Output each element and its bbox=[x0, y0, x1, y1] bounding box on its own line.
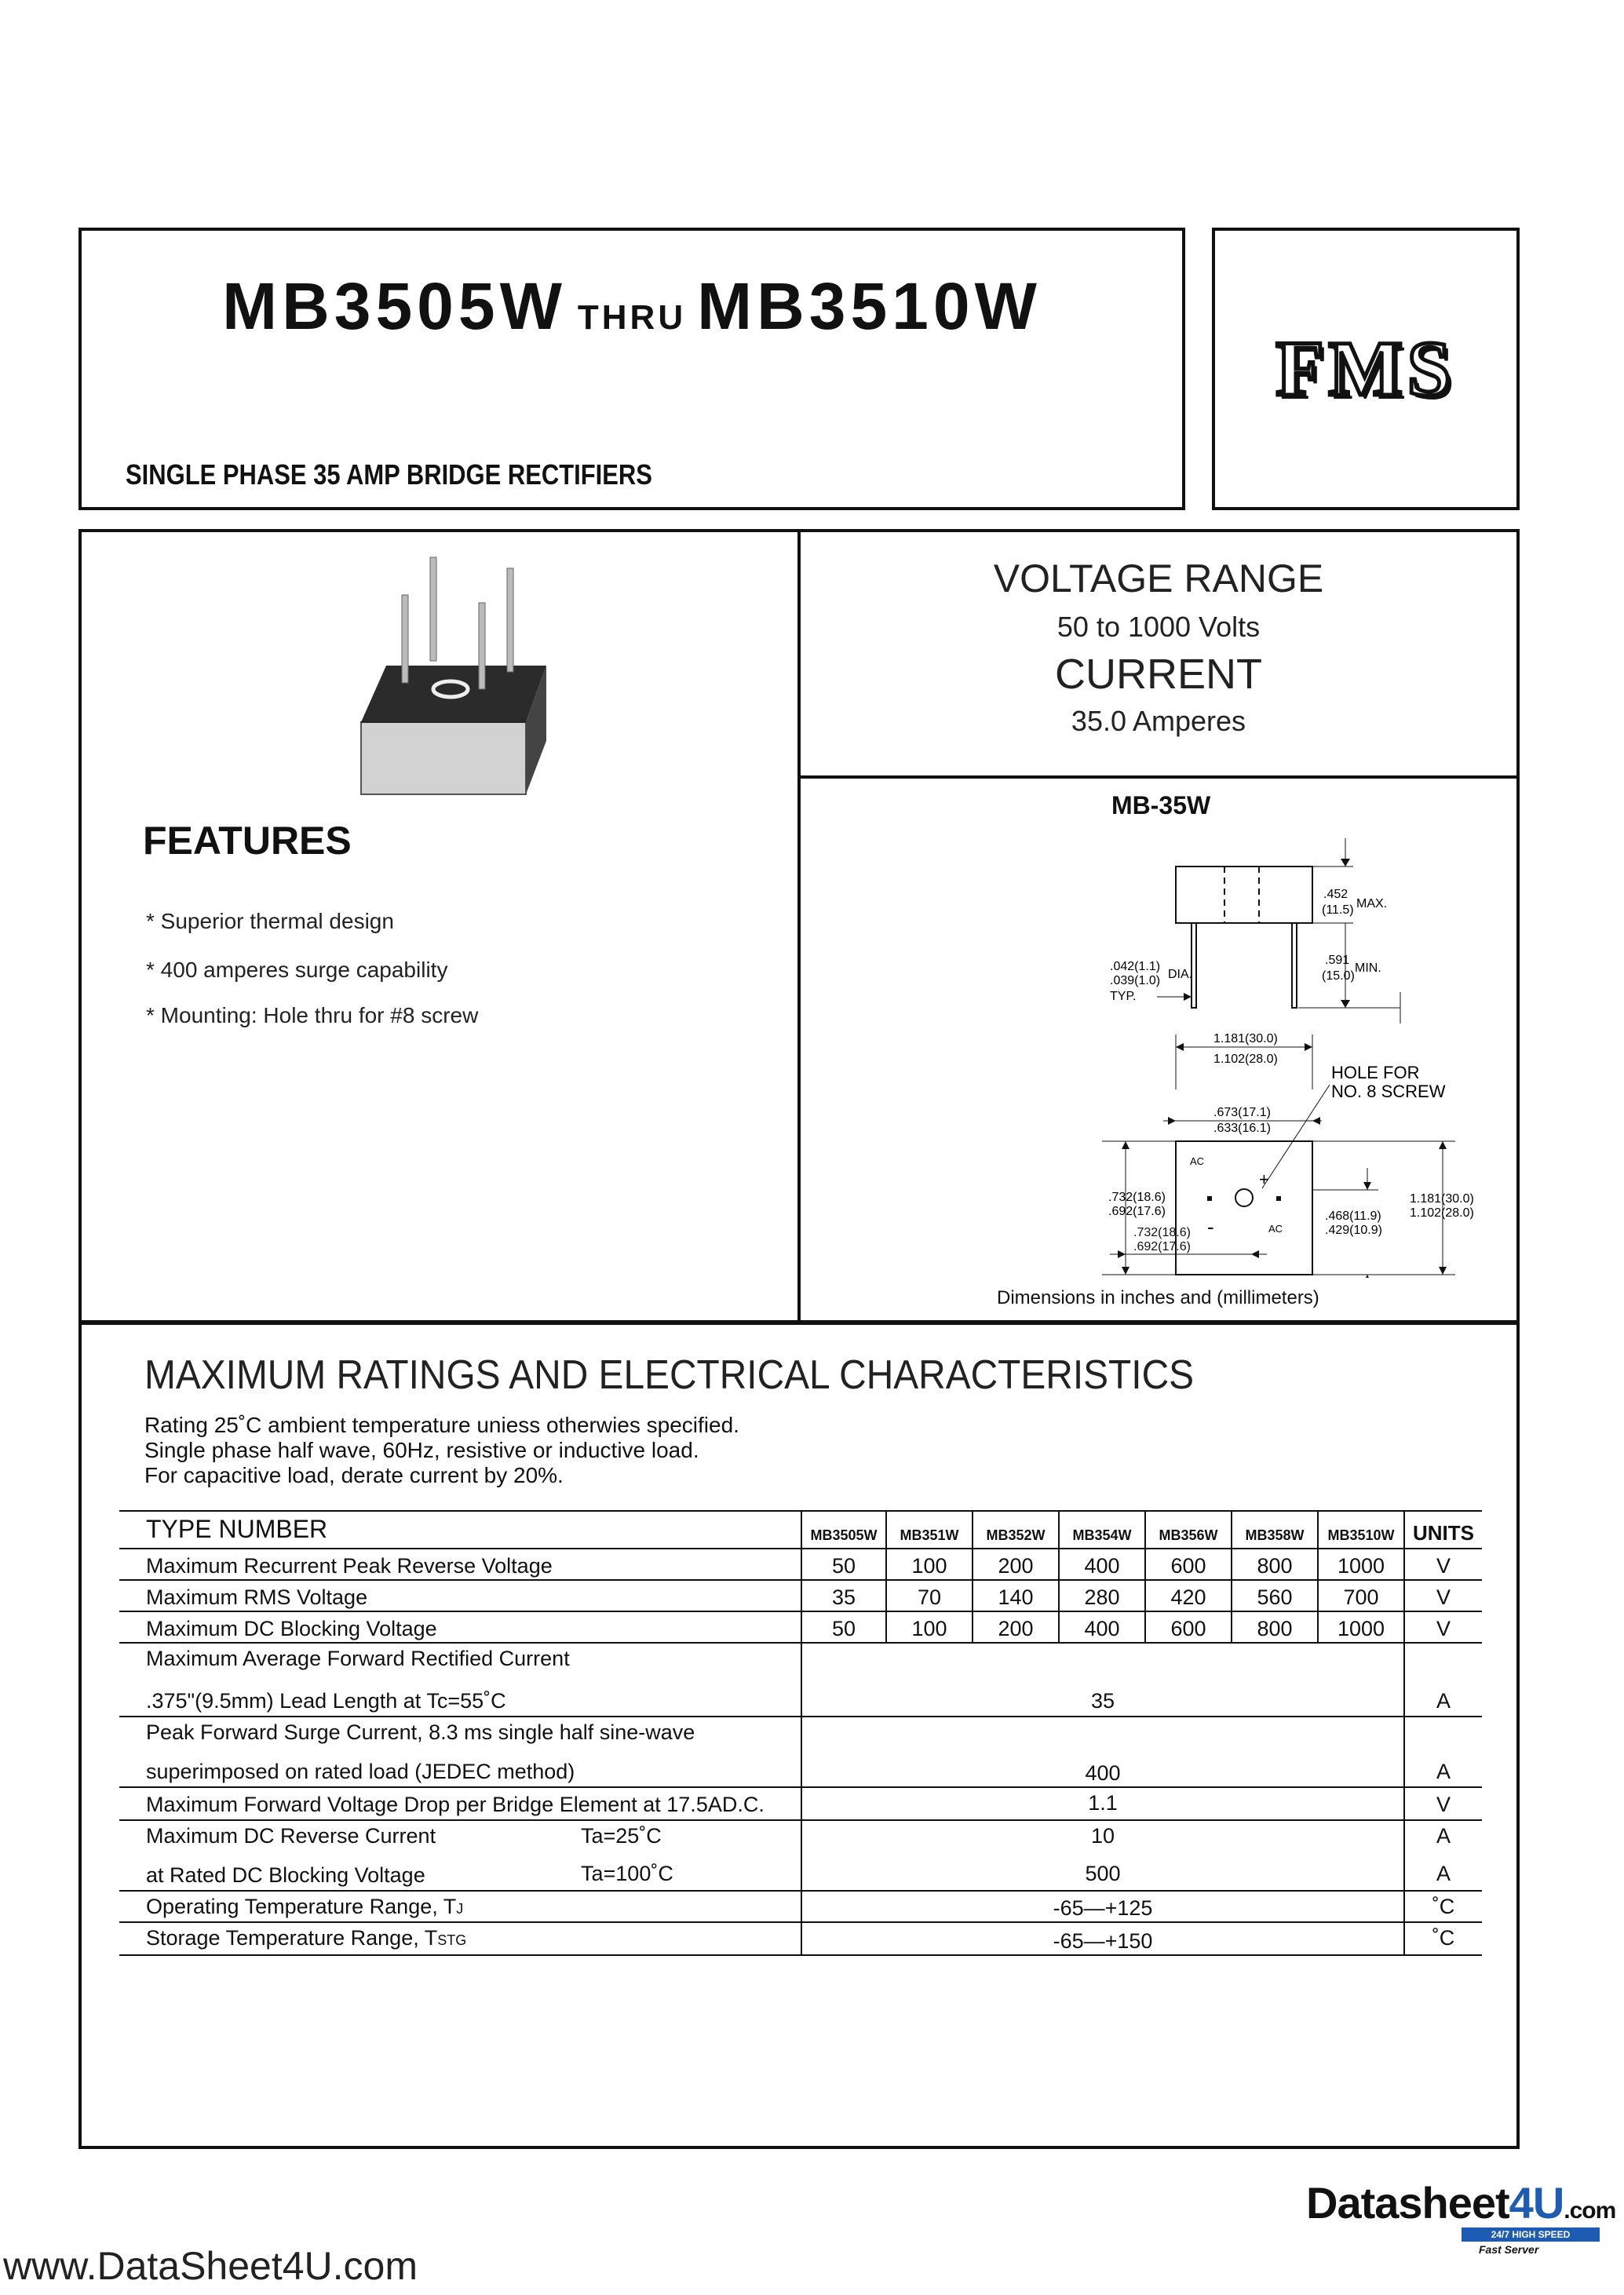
feature-item: * 400 amperes surge capability bbox=[146, 958, 448, 982]
cell-value: 200 bbox=[998, 1554, 1034, 1578]
type-number-label: TYPE NUMBER bbox=[146, 1515, 328, 1543]
cell-value: 280 bbox=[1084, 1585, 1120, 1609]
row-label-text: Operating Temperature Range, T bbox=[146, 1895, 457, 1918]
dim-text: .039(1.0) bbox=[1110, 974, 1161, 987]
units-header: UNITS bbox=[1413, 1521, 1474, 1545]
divider bbox=[797, 775, 1516, 779]
cell-value: -65—+125 bbox=[1053, 1896, 1153, 1920]
row-label: Maximum Recurrent Peak Reverse Voltage bbox=[146, 1554, 553, 1578]
dim-text: .633(16.1) bbox=[1213, 1122, 1271, 1135]
column-header: MB352W bbox=[986, 1527, 1046, 1543]
dim-text: + bbox=[1259, 1169, 1269, 1189]
row-label-text: Storage Temperature Range, T bbox=[146, 1926, 438, 1950]
row-label: Maximum DC Blocking Voltage bbox=[146, 1617, 437, 1640]
ratings-box bbox=[78, 1322, 1520, 2149]
row-label: .375"(9.5mm) Lead Length at Tc=55˚C bbox=[146, 1689, 506, 1713]
overview-box bbox=[78, 529, 1520, 1323]
cell-value: 500 bbox=[1085, 1862, 1121, 1885]
part-to: MB3510W bbox=[697, 269, 1042, 343]
row-condition: Ta=25˚C bbox=[581, 1824, 662, 1848]
dim-text: 1.181(30.0) bbox=[1410, 1192, 1474, 1206]
row-label: at Rated DC Blocking Voltage bbox=[146, 1863, 425, 1887]
dim-text: .732(18.6) bbox=[1108, 1191, 1166, 1204]
row-label: Maximum DC Reverse Current bbox=[146, 1824, 436, 1848]
dim-text: .692(17.6) bbox=[1108, 1205, 1166, 1218]
ratings-heading: MAXIMUM RATINGS AND ELECTRICAL CHARACTERISTICS bbox=[144, 1352, 1195, 1398]
rating-note: Single phase half wave, 60Hz, resistive or inductive load. bbox=[144, 1438, 699, 1462]
cell-value: 400 bbox=[1084, 1617, 1120, 1640]
cell-value: 800 bbox=[1257, 1617, 1293, 1640]
feature-item: * Mounting: Hole thru for #8 screw bbox=[146, 1003, 479, 1027]
dim-text: .042(1.1) bbox=[1110, 960, 1161, 973]
dim-arrows bbox=[1110, 1246, 1267, 1270]
dim-text: .732(18.6) bbox=[1133, 1226, 1191, 1239]
dim-text: .591 bbox=[1325, 954, 1350, 967]
column-header: MB354W bbox=[1072, 1527, 1132, 1543]
dim-text: (11.5) bbox=[1322, 903, 1354, 917]
dim-text: MAX. bbox=[1356, 897, 1388, 910]
column-header: MB358W bbox=[1245, 1527, 1305, 1543]
cell-unit: A bbox=[1436, 1760, 1451, 1783]
logo-part: .com bbox=[1564, 2198, 1616, 2224]
dim-text: HOLE FOR bbox=[1331, 1063, 1420, 1082]
cell-value: 35 bbox=[831, 1585, 856, 1609]
current-title: CURRENT bbox=[1055, 651, 1262, 698]
cell-unit: A bbox=[1436, 1862, 1451, 1885]
rating-note: Rating 25˚C ambient temperature uniess otherwies specified. bbox=[144, 1413, 739, 1437]
cell-value: 600 bbox=[1170, 1554, 1206, 1578]
cell-value: 560 bbox=[1257, 1585, 1293, 1609]
cell-value: 200 bbox=[998, 1617, 1034, 1640]
dim-text: 1.102(28.0) bbox=[1410, 1206, 1474, 1220]
dim-text: .429(10.9) bbox=[1325, 1224, 1382, 1237]
part-number-title bbox=[82, 268, 1182, 345]
thru-label: THRU bbox=[577, 298, 687, 337]
row-label-subscript: STG bbox=[437, 1932, 467, 1948]
cell-value: 50 bbox=[831, 1554, 856, 1578]
watermark-link[interactable]: www.DataSheet4U.com bbox=[3, 2244, 418, 2288]
cell-value: 10 bbox=[1090, 1824, 1115, 1848]
voltage-range-title: VOLTAGE RANGE bbox=[993, 556, 1324, 600]
package-dimension-diagram bbox=[1008, 823, 1494, 1278]
dim-text: AC bbox=[1190, 1155, 1205, 1167]
cell-value: 100 bbox=[911, 1554, 947, 1578]
row-label bbox=[146, 1895, 463, 1919]
row-label bbox=[146, 1926, 466, 1950]
rating-note: For capacitive load, derate current by 20%. bbox=[144, 1463, 564, 1487]
dim-text: 1.181(30.0) bbox=[1213, 1032, 1278, 1045]
row-label: Maximum Forward Voltage Drop per Bridge Element at 17.5AD.C. bbox=[146, 1793, 765, 1816]
row-label: Peak Forward Surge Current, 8.3 ms single half sine-wave bbox=[146, 1720, 695, 1744]
logo-box bbox=[1212, 228, 1520, 510]
dim-text: TYP. bbox=[1110, 990, 1137, 1003]
part-from: MB3505W bbox=[222, 269, 567, 343]
title-box bbox=[78, 228, 1185, 510]
cell-value: -65—+150 bbox=[1053, 1929, 1153, 1953]
feature-item: * Superior thermal design bbox=[146, 909, 394, 933]
cell-value: 700 bbox=[1343, 1585, 1379, 1609]
dim-text: AC bbox=[1268, 1223, 1283, 1235]
cell-unit: V bbox=[1436, 1554, 1451, 1578]
cell-value: 1000 bbox=[1337, 1617, 1385, 1640]
package-name: MB-35W bbox=[1111, 791, 1211, 819]
cell-value: 1.1 bbox=[1088, 1791, 1118, 1815]
column-header: MB3505W bbox=[810, 1527, 878, 1543]
row-label: Maximum Average Forward Rectified Current bbox=[146, 1647, 570, 1670]
dim-text: DIA. bbox=[1168, 968, 1193, 981]
dim-text: .452 bbox=[1323, 888, 1348, 901]
dim-text: 1.102(28.0) bbox=[1213, 1053, 1278, 1066]
subtitle: SINGLE PHASE 35 AMP BRIDGE RECTIFIERS bbox=[126, 458, 652, 491]
cell-value: 400 bbox=[1085, 1761, 1121, 1785]
row-label: superimposed on rated load (JEDEC method) bbox=[146, 1760, 575, 1783]
dim-text: (15.0) bbox=[1322, 969, 1355, 983]
dim-text: NO. 8 SCREW bbox=[1331, 1082, 1446, 1101]
dim-text: .468(11.9) bbox=[1325, 1210, 1381, 1223]
column-header: MB3510W bbox=[1327, 1527, 1395, 1543]
dim-text: MIN. bbox=[1355, 961, 1381, 975]
logo-part: 4U bbox=[1509, 2178, 1564, 2228]
cell-value: 70 bbox=[917, 1585, 942, 1609]
row-label-subscript: J bbox=[456, 1901, 464, 1917]
dim-text: - bbox=[1207, 1215, 1214, 1239]
cell-value: 600 bbox=[1170, 1617, 1206, 1640]
logo-part: Datasheet bbox=[1306, 2178, 1509, 2228]
logo-tagline: 24/7 HIGH SPEED bbox=[1462, 2228, 1600, 2242]
cell-value: 400 bbox=[1084, 1554, 1120, 1578]
rectifier-illustration-icon bbox=[270, 548, 615, 807]
cell-unit: ˚C bbox=[1432, 1926, 1455, 1950]
column-header: MB351W bbox=[900, 1527, 959, 1543]
row-label: Maximum RMS Voltage bbox=[146, 1585, 368, 1609]
cell-value: 100 bbox=[911, 1617, 947, 1640]
voltage-range-value: 50 to 1000 Volts bbox=[1057, 611, 1261, 643]
features-heading: FEATURES bbox=[143, 819, 352, 863]
cell-value: 1000 bbox=[1337, 1554, 1385, 1578]
cell-value: 140 bbox=[998, 1585, 1034, 1609]
row-condition: Ta=100˚C bbox=[581, 1862, 673, 1885]
dimension-caption: Dimensions in inches and (millimeters) bbox=[997, 1287, 1319, 1308]
cell-value: 420 bbox=[1170, 1585, 1206, 1609]
cell-unit: A bbox=[1436, 1689, 1451, 1713]
column-header: MB356W bbox=[1159, 1527, 1218, 1543]
current-value: 35.0 Amperes bbox=[1071, 705, 1246, 737]
cell-value: 800 bbox=[1257, 1554, 1293, 1578]
cell-value: 50 bbox=[831, 1617, 856, 1640]
logo-tagline: Fast Server bbox=[1479, 2243, 1539, 2256]
cell-unit: V bbox=[1436, 1793, 1451, 1816]
cell-unit: ˚C bbox=[1432, 1895, 1455, 1918]
datasheet4u-logo[interactable] bbox=[1306, 2177, 1615, 2228]
dim-text: .673(17.1) bbox=[1213, 1106, 1271, 1119]
dim-text: .692(17.6) bbox=[1133, 1240, 1191, 1253]
cell-value: 35 bbox=[1090, 1689, 1115, 1713]
cell-unit: V bbox=[1436, 1585, 1451, 1609]
cell-unit: A bbox=[1436, 1824, 1451, 1848]
fms-logo: FMS bbox=[1275, 325, 1456, 412]
cell-unit: V bbox=[1436, 1617, 1451, 1640]
